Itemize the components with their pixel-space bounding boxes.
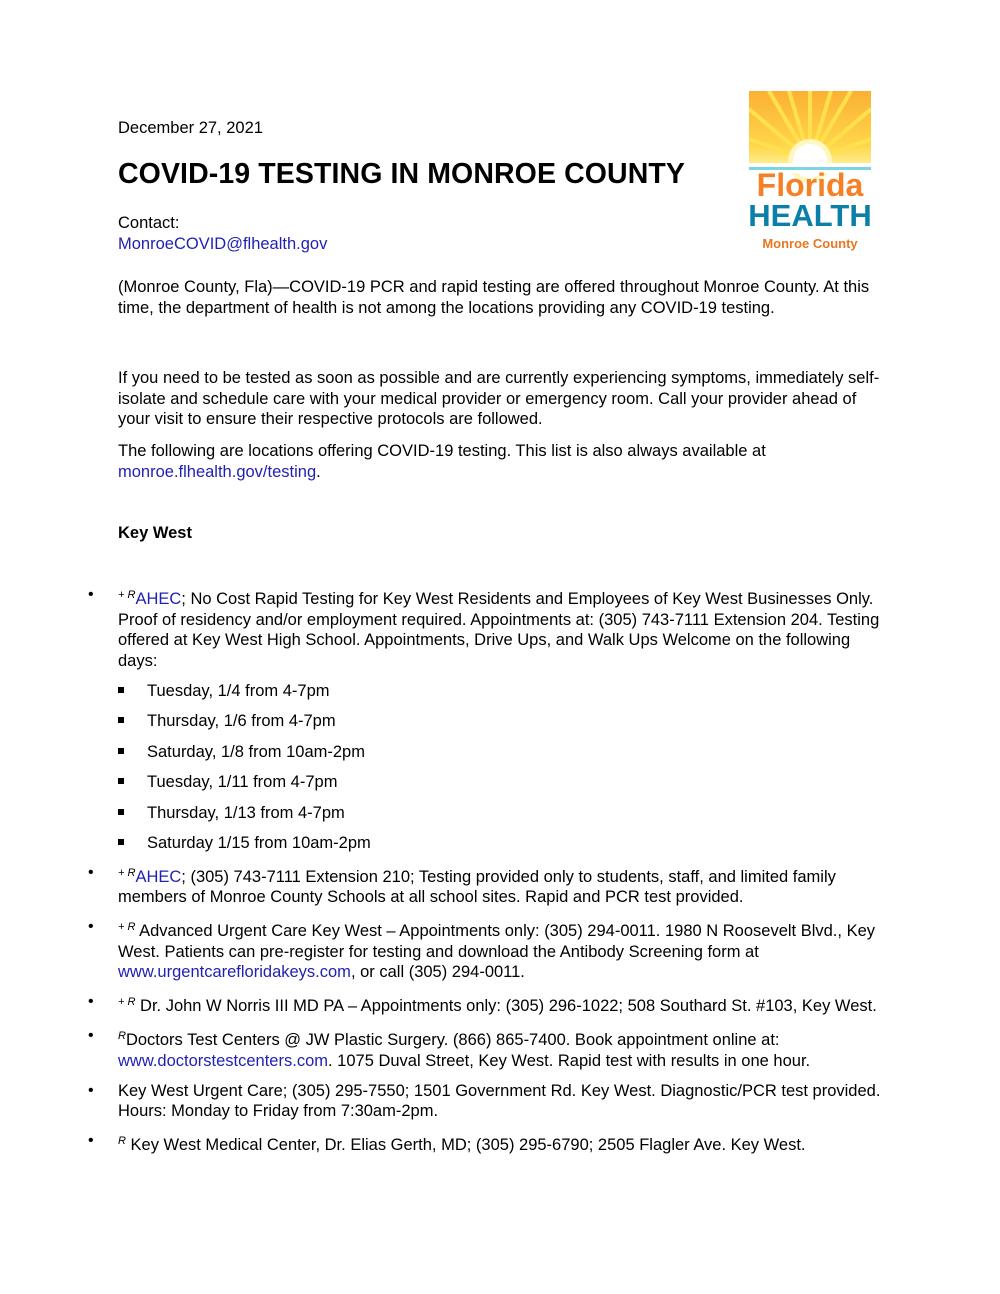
list-item-text: Key West Medical Center, Dr. Elias Gerth, MD; (305) 295-6790; 2505 Flagler Ave. Key West. <box>125 1136 806 1155</box>
logo-line1: Florida <box>756 167 864 203</box>
date-item <box>118 681 888 702</box>
ahec-link[interactable]: AHEC <box>135 590 182 608</box>
list-item <box>0 1026 888 1071</box>
locations-text: The following are locations offering COVID-19 testing. This list is also always available at <box>118 442 766 460</box>
square-bullet-icon <box>118 778 124 784</box>
list-item-text: , or call (305) 294-0011. <box>350 963 525 982</box>
bullet-icon: • <box>88 863 94 881</box>
date-text: Thursday, 1/13 from 4-7pm <box>147 803 345 822</box>
date-text: Saturday, 1/8 from 10am-2pm <box>147 742 365 761</box>
date-text: Tuesday, 1/11 from 4-7pm <box>147 773 338 792</box>
date-item <box>118 833 888 854</box>
date-text: Tuesday, 1/4 from 4-7pm <box>147 682 330 700</box>
date-item <box>118 803 888 824</box>
logo-line2: HEALTH <box>749 198 871 233</box>
list-item <box>0 917 888 983</box>
list-item <box>0 863 888 908</box>
list-item <box>0 1131 888 1156</box>
list-item-text: Key West Urgent Care; (305) 295-7550; 1501 Government Rd. Key West. Diagnostic/PCR test provided. Hours: Monday to Friday from 7:30am-2pm. <box>118 1081 881 1121</box>
date-item <box>118 742 888 763</box>
date: December 27, 2021 <box>118 119 263 137</box>
date-text: Thursday, 1/6 from 4-7pm <box>147 712 336 731</box>
bullet-icon: • <box>88 993 94 1011</box>
square-bullet-icon <box>118 687 124 693</box>
superscript-marker: + R <box>118 866 136 879</box>
locations-paragraph <box>118 441 888 482</box>
doctors-test-centers-link[interactable]: www.doctorstestcenters.com <box>118 1051 328 1070</box>
florida-health-logo <box>749 91 871 254</box>
list-item-text: ; No Cost Rapid Testing for Key West Residents and Employees of Key West Businesses Only. Proof of residency and/or employment required. Appointments at: (305) 743-7111 Extension 204. Testing offered at Key West High School. Appointments, Drive Ups, and Walk Ups Welcome on the following days: <box>118 590 880 670</box>
contact-email-link[interactable]: MonroeCOVID@flhealth.gov <box>118 235 328 253</box>
bullet-icon: • <box>88 1132 94 1150</box>
page-title: COVID-19 TESTING IN MONROE COUNTY <box>118 158 686 190</box>
ahec-link[interactable]: AHEC <box>135 867 182 886</box>
superscript-marker: R <box>118 1030 126 1043</box>
list-item-text: Dr. John W Norris III MD PA – Appointments only: (305) 296-1022; 508 Southard St. #103, Key West. <box>135 997 877 1016</box>
urgent-care-link[interactable]: www.urgentcarefloridakeys.com <box>118 963 351 982</box>
superscript-marker: + R <box>118 996 136 1009</box>
section-heading-key-west: Key West <box>118 524 192 542</box>
intro-paragraph: (Monroe County, Fla)—COVID-19 PCR and rapid testing are offered throughout Monroe County. At this time, the department of health is not among the locations providing any COVID-19 testing. <box>118 278 870 317</box>
bullet-icon: • <box>88 586 94 603</box>
superscript-marker: + R <box>118 921 136 934</box>
symptoms-paragraph: If you need to be tested as soon as possible and are currently experiencing symptoms, immediately self-isolate and schedule care with your medical provider or emergency room. Call your provider ahead of your visit to ensure their respective protocols are followed. <box>118 369 880 428</box>
date-text: Saturday 1/15 from 10am-2pm <box>147 833 371 852</box>
contact-label: Contact: <box>118 214 180 232</box>
superscript-marker: + R <box>118 589 136 601</box>
list-item <box>0 585 888 853</box>
date-item <box>118 711 888 732</box>
list-item <box>0 1081 888 1122</box>
date-list <box>118 681 888 853</box>
testing-page-link[interactable]: monroe.flhealth.gov/testing <box>118 462 317 481</box>
bullet-icon: • <box>88 1081 94 1099</box>
locations-period: . <box>316 462 321 481</box>
square-bullet-icon <box>118 809 124 815</box>
list-item-text: Advanced Urgent Care Key West – Appointments only: (305) 294-0011. 1980 N Roosevelt Blvd., Key West. Patients can pre-register for testing and download the Antibody Screening form at <box>118 922 875 961</box>
bullet-icon: • <box>88 918 94 936</box>
date-item <box>118 772 888 793</box>
list-item-text: . 1075 Duval Street, Key West. Rapid test with results in one hour. <box>328 1051 811 1070</box>
list-item <box>0 992 888 1017</box>
list-item-text: ; (305) 743-7111 Extension 210; Testing provided only to students, staff, and limited family members of Monroe County Schools at all school sites. Rapid and PCR test provided. <box>118 867 836 907</box>
square-bullet-icon <box>118 748 124 754</box>
superscript-marker: R <box>118 1135 126 1148</box>
list-item-text: Doctors Test Centers @ JW Plastic Surgery. (866) 865-7400. Book appointment online at: <box>125 1031 780 1050</box>
testing-locations-list <box>0 585 1000 1165</box>
square-bullet-icon <box>118 839 124 845</box>
logo-line3: Monroe County <box>762 236 858 251</box>
bullet-icon: • <box>88 1027 94 1045</box>
square-bullet-icon <box>118 717 124 723</box>
